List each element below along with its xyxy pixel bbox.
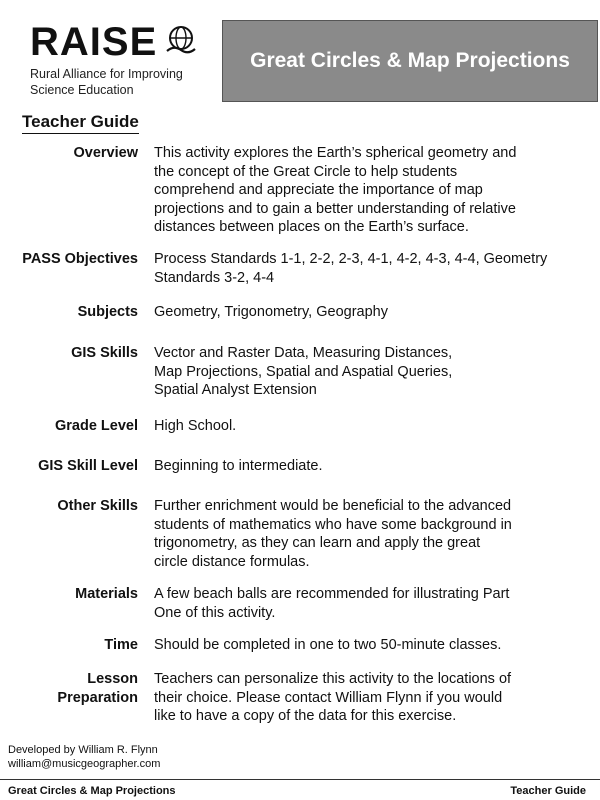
- row-label: Materials: [75, 586, 138, 602]
- row-label: Subjects: [77, 304, 138, 320]
- row-label: GIS Skill Level: [38, 458, 138, 474]
- row-value: Teachers can personalize this activity to the locations of their choice. Please contact William Flynn if you would like to have a copy of the data for this exercise.: [154, 671, 512, 724]
- row-value: This activity explores the Earth’s spherical geometry and the concept of the Great Circle to help students comprehend and appreciate the importance of map projections and to gain a better understanding of relative distances between places on the Earth’s surface.: [154, 145, 517, 235]
- footer-title: Great Circles & Map Projections: [8, 785, 176, 797]
- footer-divider: [0, 779, 600, 780]
- row-value: A few beach balls are recommended for illustrating Part One of this activity.: [154, 586, 510, 621]
- author-credit: Developed by William R. Flynn william@musicgeographer.com: [8, 744, 161, 770]
- globe-hand-emblem-icon: [164, 23, 198, 62]
- row-value: Geometry, Trigonometry, Geography: [154, 304, 388, 320]
- row-value: Beginning to intermediate.: [154, 458, 323, 474]
- row-label: GIS Skills: [71, 345, 138, 361]
- title-banner: [222, 20, 598, 102]
- logo-wordmark: RAISE: [30, 20, 158, 64]
- row-value: Should be completed in one to two 50-minute classes.: [154, 637, 502, 653]
- page-title: Great Circles & Map Projections: [250, 49, 570, 72]
- author-email: william@musicgeographer.com: [8, 758, 161, 770]
- section-heading: Teacher Guide: [22, 112, 139, 134]
- footer-section: Teacher Guide: [510, 785, 586, 797]
- row-label: PASS Objectives: [22, 251, 138, 267]
- row-label: Time: [104, 637, 138, 653]
- row-value: Further enrichment would be beneficial to the advanced students of mathematics who have some background in trigonometry, as they can learn and apply the great circle distance formulas.: [154, 498, 512, 570]
- row-value: High School.: [154, 418, 237, 434]
- row-value: Vector and Raster Data, Measuring Distances, Map Projections, Spatial and Aspatial Queries, Spatial Analyst Extension: [154, 345, 453, 398]
- row-label: Overview: [73, 145, 138, 161]
- raise-logo: [30, 22, 220, 98]
- row-label: Other Skills: [57, 498, 138, 514]
- row-label: Lesson Preparation: [57, 671, 138, 706]
- row-value: Process Standards 1-1, 2-2, 2-3, 4-1, 4-2, 4-3, 4-4, Geometry Standards 3-2, 4-4: [154, 251, 548, 286]
- row-label: Grade Level: [54, 418, 138, 434]
- logo-tagline: Rural Alliance for Improving Science Education: [30, 67, 183, 97]
